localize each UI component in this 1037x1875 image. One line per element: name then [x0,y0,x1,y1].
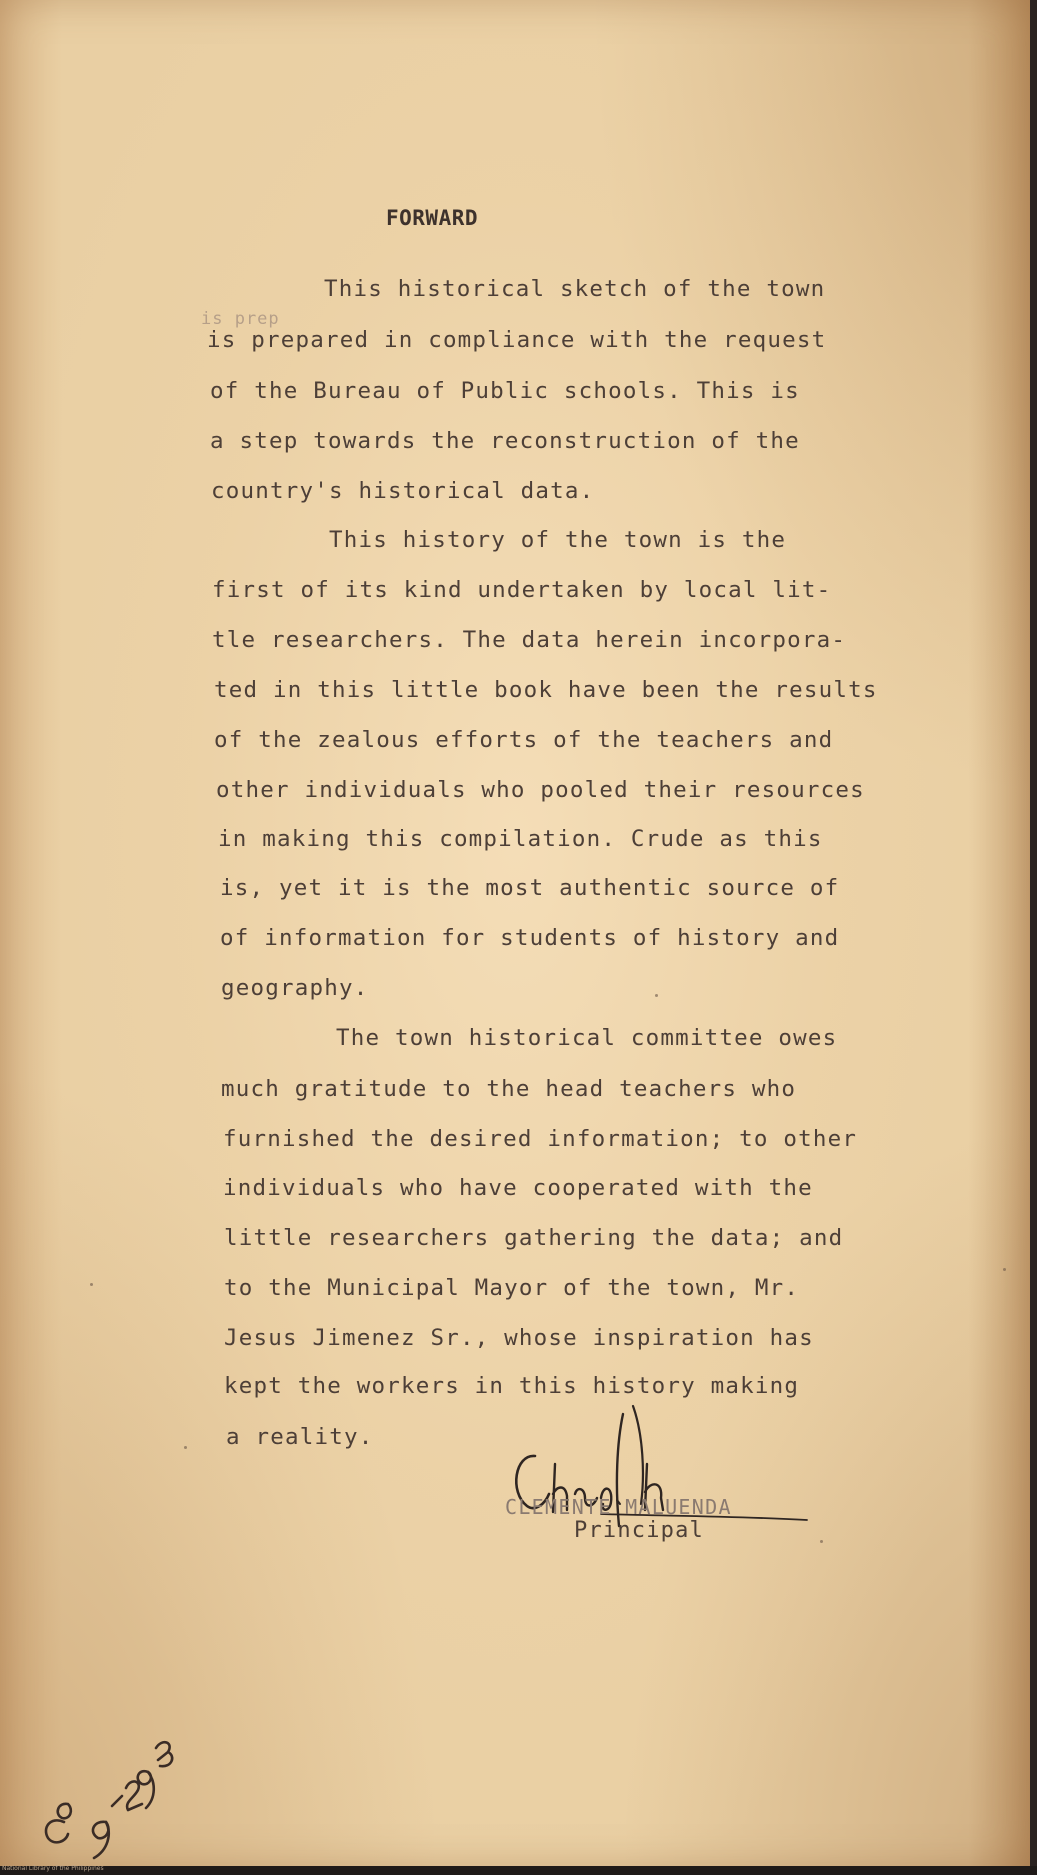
struck-fragment: is prep [201,309,280,329]
text-line: little researchers gathering the data; and [224,1225,844,1251]
signatory-title: Principal [574,1518,705,1543]
handwritten-note [28,1730,178,1865]
text-line: This history of the town is the [329,527,787,553]
scan-footer-credit: National Library of the Philippines [2,1865,104,1872]
text-line: a reality. [226,1424,374,1450]
text-line: The town historical committee owes [336,1025,838,1051]
document-heading: FORWARD [386,206,479,230]
text-line: ted in this little book have been the results [214,677,878,703]
text-line: other individuals who pooled their resources [216,777,865,803]
text-line: This historical sketch of the town [324,276,826,302]
paper-speck [1003,1268,1006,1271]
text-line: in making this compilation. Crude as this [218,826,823,852]
scan-footer-bar [0,1866,1037,1875]
text-line: geography. [221,975,369,1001]
paper-speck [90,1283,93,1286]
text-line: furnished the desired information; to other [223,1126,858,1152]
paper-speck [820,1540,823,1543]
text-line: individuals who have cooperated with the [223,1175,813,1201]
text-line: Jesus Jimenez Sr., whose inspiration has [224,1325,814,1351]
text-line: much gratitude to the head teachers who [221,1076,797,1102]
text-line: of information for students of history and [220,925,840,951]
text-line: country's historical data. [211,478,595,504]
paper-speck [655,994,658,997]
text-line: kept the workers in this history making [224,1373,800,1399]
text-line: tle researchers. The data herein incorpora- [212,627,847,653]
text-line: to the Municipal Mayor of the town, Mr. [224,1275,800,1301]
text-line: is prepared in compliance with the request [207,327,827,353]
text-line: is, yet it is the most authentic source of [220,875,840,901]
paper-speck [184,1446,187,1449]
text-line: of the zealous efforts of the teachers and [214,727,834,753]
text-line: of the Bureau of Public schools. This is [210,378,800,404]
signatory-name: CLEMENTE MALUENDA [505,1495,732,1519]
text-line: a step towards the reconstruction of the [210,428,800,454]
text-line: first of its kind undertaken by local lit- [212,577,832,603]
